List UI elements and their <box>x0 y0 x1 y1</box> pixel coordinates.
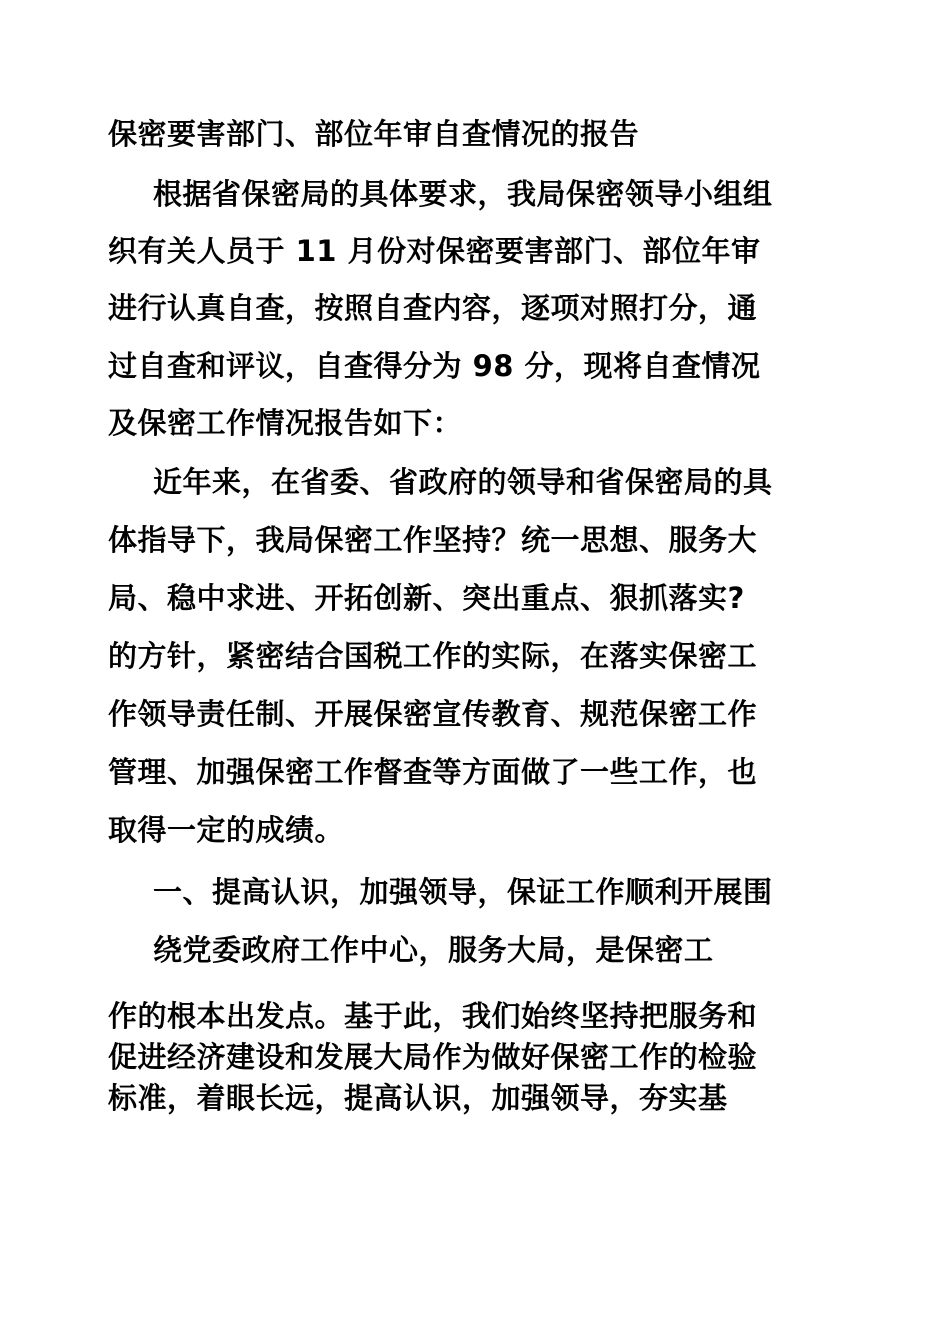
paragraph-line: 过自查和评议，自查得分为 98 分，现将自查情况 <box>108 349 761 383</box>
paragraph-line: 及保密工作情况报告如下： <box>108 406 463 440</box>
document-title: 保密要害部门、部位年审自查情况的报告 <box>108 117 640 151</box>
paragraph-line: 根据省保密局的具体要求，我局保密领导小组组 <box>153 177 773 211</box>
paragraph-line: 取得一定的成绩。 <box>108 813 345 847</box>
paragraph-line: 促进经济建设和发展大局作为做好保密工作的检验 <box>108 1040 758 1074</box>
paragraph-line: 管理、加强保密工作督查等方面做了一些工作，也 <box>108 755 758 789</box>
paragraph-line: 近年来，在省委、省政府的领导和省保密局的具 <box>153 465 773 499</box>
paragraph-line: 织有关人员于 11 月份对保密要害部门、部位年审 <box>108 234 761 268</box>
section-heading-line: 一、提高认识，加强领导，保证工作顺利开展围 <box>153 875 773 909</box>
paragraph-line: 局、稳中求进、开拓创新、突出重点、狠抓落实? <box>108 581 745 615</box>
paragraph-line: 体指导下，我局保密工作坚持？统一思想、服务大 <box>108 523 758 557</box>
paragraph-line: 标准，着眼长远，提高认识，加强领导，夯实基 <box>108 1081 728 1115</box>
paragraph-line: 绕党委政府工作中心，服务大局，是保密工 <box>153 933 714 967</box>
paragraph-line: 作领导责任制、开展保密宣传教育、规范保密工作 <box>108 697 758 731</box>
paragraph-line: 的方针，紧密结合国税工作的实际，在落实保密工 <box>108 639 758 673</box>
paragraph-line: 作的根本出发点。基于此，我们始终坚持把服务和 <box>108 999 758 1033</box>
paragraph-line: 进行认真自查，按照自查内容，逐项对照打分，通 <box>108 291 758 325</box>
